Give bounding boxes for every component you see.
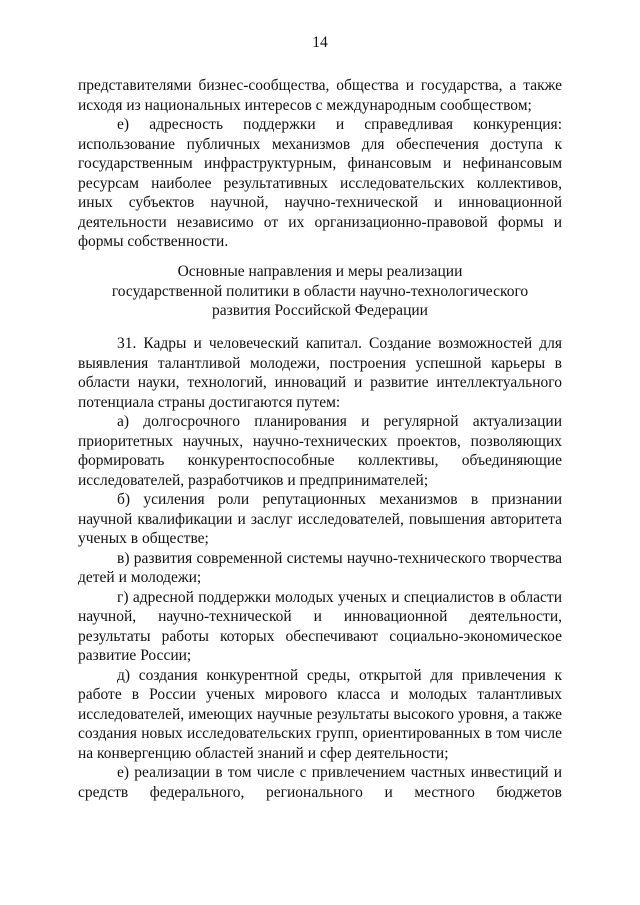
heading-line-1: Основные направления и меры реализации [177, 263, 463, 280]
paragraph-a: а) долгосрочного планирования и регулярной актуализации приоритетных научных, научно-технических проектов, позволяющих формировать конкурентоспособные коллективы, объединяющие исследователей, разработчиков и предпринимателей; [78, 413, 562, 489]
paragraph-d: д) создания конкурентной среды, открытой для привлечения к работе в России ученых мирового класса и молодых талантливых исследователей, имеющих научные результаты высокого уровня, а также создания новых исследовательских групп, ориентированных в том числе на конвергенцию областей знаний и сфер деятельности; [78, 666, 562, 762]
paragraph-continuation: представителями бизнес-сообщества, общества и государства, а также исходя из национальных интересов с международным сообществом; [78, 77, 562, 114]
paragraph-31: 31. Кадры и человеческий капитал. Создание возможностей для выявления талантливой молодежи, построения успешной карьеры в области науки, технологий, инноваций и развитие интеллектуального потенциала страны достигаются путем: [78, 335, 562, 411]
paragraph-e-targeted-support: е) адресность поддержки и справедливая конкуренция: использование публичных механизмов для обеспечения доступа к государственным инфраструктурным, финансовым и нефинансовым ресурсам наиболее результативных исследовательских коллективов, иных субъектов научной, научно-технической и инновационной деятельности независимо от их организационно-правовой формы и формы собственности. [78, 116, 562, 250]
paragraph-e-implementation: е) реализации в том числе с привлечением частных инвестиций и средств федерального, регионального и местного бюджетов [78, 764, 562, 801]
page-number: 14 [312, 34, 328, 51]
intro-text-block [78, 76, 562, 252]
heading-line-2: государственной политики в области научно-технологического [111, 282, 529, 300]
paragraph-g: г) адресной поддержки молодых ученых и специалистов в области научной, научно-технической и инновационной деятельности, результаты работы которых обеспечивают социально-экономическое развитие России; [78, 588, 562, 664]
paragraph-v: в) развития современной системы научно-технического творчества детей и молодежи; [78, 549, 562, 586]
paragraph-b: б) усиления роли репутационных механизмов в признании научной квалификации и заслуг исследователей, повышения авторитета ученых в обществе; [78, 491, 562, 547]
section-heading [78, 262, 562, 321]
heading-line-3: развития Российской Федерации [212, 302, 428, 319]
main-text-block [78, 334, 562, 802]
